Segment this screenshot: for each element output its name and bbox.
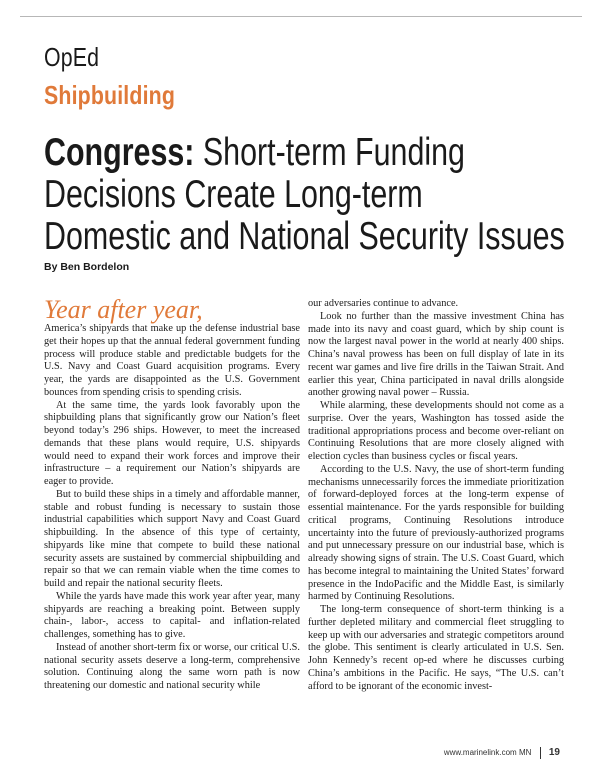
paragraph: According to the U.S. Navy, the use of short-term funding mechanisms unnecessarily forces the immediate prioritization of forward-deployed forces at the long-term expense of essential maintenance. For the yards responsible for building critical programs, Continuing Resolutions introduce uncertainty into the future of previously-authorized programs and put unnecessary pressure on our industrial base, which is already showing signs of strain. The U.S. Coast Guard, which has become integral to maintaining the United States’ forward presence in the IndoPacific and the Middle East, is similarly harmed by Continuing Resolutions. (308, 463, 564, 603)
headline-line-2: Decisions Create Long-term (44, 173, 423, 216)
article-headline (44, 131, 565, 258)
paragraph: Look no further than the massive investment China has made into its navy and coast guard, which by ship count is now the largest naval power in the world at nearly 400 ships. China’s naval prowess has been on full display of late in its recent war games and live fire drills in the Taiwan Strait. And earlier this year, China participated in naval drills alongside another growing naval power – Russia. (308, 310, 564, 399)
subsection-label: Shipbuilding (44, 80, 176, 110)
lead-in: Year after year, (44, 295, 203, 324)
headline-line-1-rest: Short-term Funding (194, 131, 465, 174)
page-footer (400, 746, 560, 760)
paragraph: The long-term consequence of short-term thinking is a further depleted military and commercial fleet struggling to keep up with our adversaries and strategic competitors around the globe. This sentiment is clearly articulated in U.S. Sen. John Kennedy’s recent op-ed where he discusses curbing China’s ambitions in the Pacific. He says, “The U.S. can’t afford to be ignorant of the economic invest- (308, 604, 564, 692)
headline-lead: Congress: (44, 131, 195, 174)
headline-line-3: Domestic and National Security Issues (44, 215, 565, 258)
article-column-right (308, 298, 564, 693)
paragraph: While alarming, these developments should not come as a surprise. Over the years, Washington has tossed aside the traditional appropriations process and become over-reliant on Continuing Resolutions that are more closely aligned with election cycles than business cycles or fiscal years. (308, 400, 564, 462)
byline: By Ben Bordelon (44, 261, 130, 273)
paragraph: But to build these ships in a timely and affordable manner, stable and robust funding is necessary to sustain those industrial capabilities which support Navy and Coast Guard shipbuilding. In the absence of this type of certainty, shipyards like mine that compete to build these national security assets are sustained by commercial shipbuilding and repair so that we can remain viable when the time comes to build and repair the national security fleets. (44, 488, 300, 589)
footer-divider (540, 747, 541, 759)
headline-line-1 (44, 132, 543, 174)
paragraph: our adversaries continue to advance. (308, 298, 459, 309)
top-rule (20, 16, 582, 17)
paragraph: Instead of another short-term fix or worse, our critical U.S. national security assets deserve a long-term, comprehensive solution. Continuing along the same worn path is now threatening our domestic and national security while (44, 641, 300, 691)
footer-publication: MN (518, 748, 532, 757)
paragraph: While the yards have made this work year after year, many shipyards are reaching a breaking point. Between supply chain-, labor-, access to capital- and inflation-related challenges, something has to give. (44, 590, 300, 640)
footer-url: www.marinelink.com (443, 748, 517, 757)
page-number: 19 (548, 747, 560, 758)
section-label: OpEd (44, 42, 100, 72)
paragraph: America’s shipyards that make up the defense industrial base get their hopes up that the annual federal government funding process will produce stable and predictable budgets for the U.S. Navy and Coast Guard acquisition programs. Every year, the yards are disappointed as the U.S. Government bounces from spending crisis to spending crisis. (44, 323, 300, 398)
paragraph: At the same time, the yards look favorably upon the shipbuilding plans that significantly grow our Nation’s fleet beyond today’s 296 ships. However, to meet the increased demands that these plans would require, U.S. shipyards would need to expand their work forces and improve their infrastructure – a requirement our Nation’s shipyards are eager to provide. (44, 399, 300, 487)
article-column-left (44, 296, 300, 693)
